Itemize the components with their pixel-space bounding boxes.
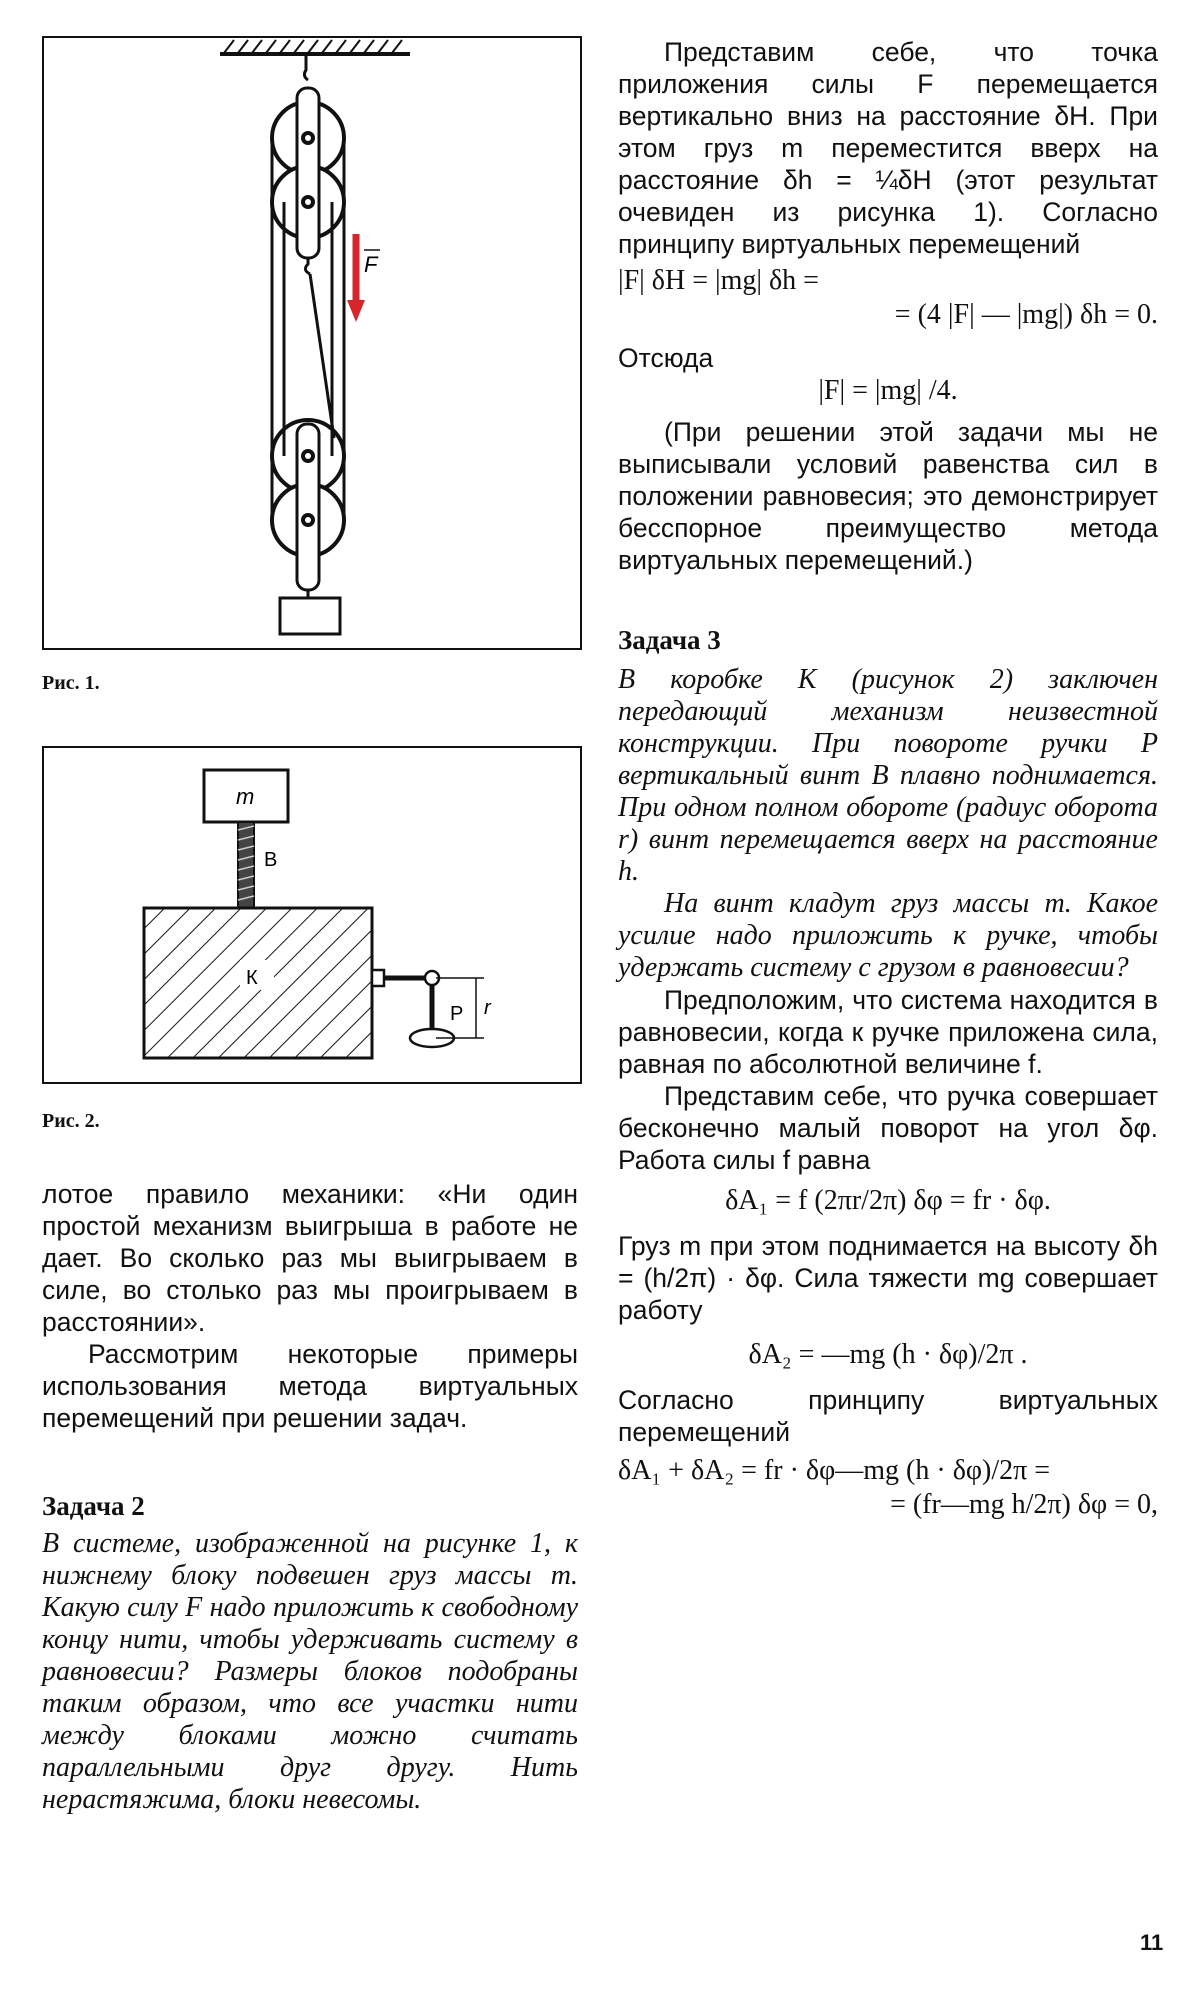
right-paragraph-2: (При решении этой задачи мы не выписывали условий равенства сил в положении равновесия; это демонстрирует бесспорное преимущество метода виртуальных перемещений.) [618,417,1158,575]
equation-3: δA₁ = f (2πr/2π) δφ = fr · δφ. [725,1185,1051,1216]
right-paragraph-4: Представим себе, что ручка совершает бесконечно малый поворот на угол δφ. Работа силы f равна [618,1081,1158,1175]
left-paragraph-1: лотое правило механики: «Ни один простой механизм выигрыша в работе не дает. Во сколько раз мы выигрываем в силе, во столько раз мы проигрываем в расстоянии». [42,1179,578,1337]
right-paragraph-3: Предположим, что система находится в равновесии, когда к ручке приложена сила, равная по абсолютной величине f. [618,985,1158,1079]
figure-2 [42,746,582,1084]
label-r: r [484,997,491,1019]
equation-5a: δA₁ + δA₂ = fr · δφ—mg (h · δφ)/2π = [618,1455,1051,1486]
right-paragraph-6: Согласно принципу виртуальных перемещений [618,1385,1158,1447]
right-column [618,36,1158,1522]
task2-heading: Задача 2 [42,1491,145,1521]
figure-1 [42,36,582,650]
label-m: m [236,784,255,809]
right-paragraph-1: Представим себе, что точка приложения силы F перемещается вертикально вниз на расстояние δH. При этом груз m переместится вверх на расстояние δh = ¼δH (этот результат очевиден из рисунка 1). Согласно принципу виртуальных перемещений [618,37,1158,259]
left-paragraph-2: Рассмотрим некоторые примеры использования метода виртуальных перемещений при решении задач. [42,1339,578,1433]
pulley-diagram [44,38,580,648]
task2-text: В системе, изображенной на рисунке 1, к нижнему блоку подвешен груз массы m. Какую силу F надо приложить к свободному концу нити, чтобы удерживать систему в равновесии? Размеры блоков подобраны таким образом, что все участки нити между блоками можно считать параллельными друг другу. Нить нерастяжима, блоки невесомы. [42,1528,578,1815]
equation-2: |F| = |mg| /4. [818,375,958,406]
task3-heading: Задача 3 [618,625,721,655]
equation-1a: |F| δH = |mg| δh = [618,265,819,296]
screw-B [238,822,254,908]
weight [280,598,340,634]
label-K: К [246,967,258,989]
right-paragraph-5: Груз m при этом поднимается на высоту δh = (h/2π) · δφ. Сила тяжести mg совершает работу [618,1231,1158,1325]
left-column [42,1178,578,1816]
force-label: F [364,252,378,277]
equation-4: δA₂ = —mg (h · δφ)/2π . [748,1339,1028,1370]
label-P: P [450,1003,464,1025]
figure-2-caption: Рис. 2. [42,1110,100,1132]
ceiling-hatch [224,40,402,53]
equation-5b: = (fr—mg h/2π) δφ = 0, [890,1489,1158,1520]
task3-text-1: В коробке К (рисунок 2) заключен передающий механизм неизвестной конструкции. При повороте ручки Р вертикальный винт В плавно поднимается. При одном полном обороте (радиус оборота r) винт перемещается вверх на расстояние h. [618,664,1158,887]
task3-text-2: На винт кладут груз массы m. Какое усилие надо приложить к ручке, чтобы удержать систему с грузом в равновесии? [618,888,1158,983]
hence-text: Отсюда [618,343,714,373]
page-number: 11 [1140,1930,1164,1955]
box-mechanism-diagram [44,748,580,1082]
label-B: B [264,849,278,871]
figure-1-caption: Рис. 1. [42,672,100,694]
equation-1b: = (4 |F| — |mg|) δh = 0. [894,299,1158,330]
